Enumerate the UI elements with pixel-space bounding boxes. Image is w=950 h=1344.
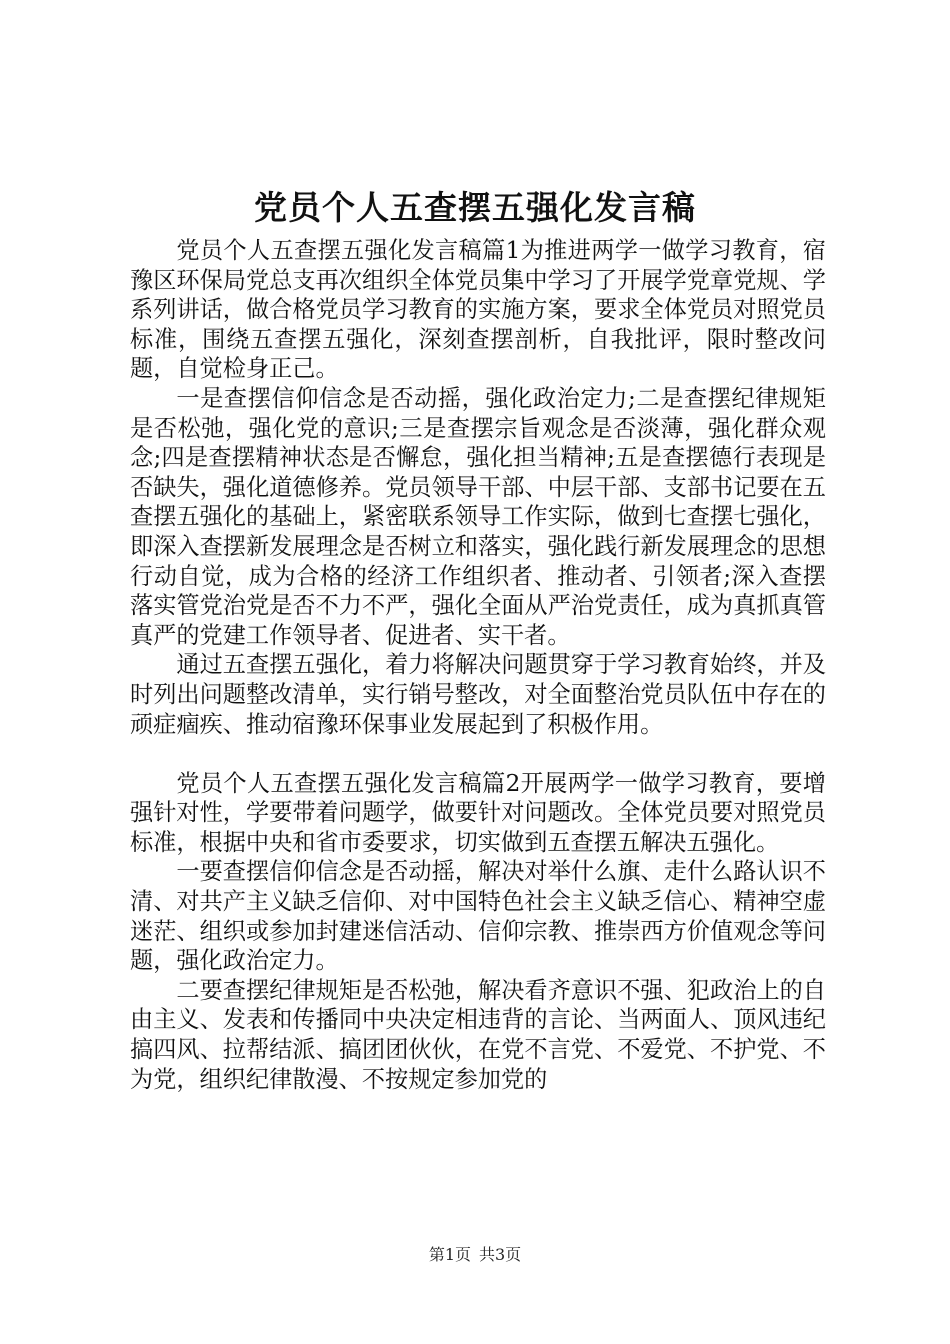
paragraph: 党员个人五查摆五强化发言稿篇1为推进两学一做学习教育，宿豫区环保局党总支再次组织全体党员集中学习了开展学党章党规、学系列讲话，做合格党员学习教育的实施方案，要求全体党员对照党员标准，围绕五查摆五强化，深刻查摆剖析，自我批评，限时整改问题，自觉检身正己。	[130, 237, 826, 383]
document-body	[130, 236, 826, 1094]
paragraph: 一要查摆信仰信念是否动摇，解决对举什么旗、走什么路认识不清、对共产主义缺乏信仰、对中国特色社会主义缺乏信心、精神空虚迷茫、组织或参加封建迷信活动、信仰宗教、推崇西方价值观念等问题，强化政治定力。	[130, 858, 826, 975]
document-title: 党员个人五查摆五强化发言稿	[254, 188, 696, 227]
page-number: 第1页	[428, 1245, 471, 1264]
paragraph-spacer	[130, 739, 826, 769]
paragraph: 一是查摆信仰信念是否动摇，强化政治定力;二是查摆纪律规矩是否松弛，强化党的意识;三是查摆宗旨观念是否淡薄，强化群众观念;四是查摆精神状态是否懈怠，强化担当精神;五是查摆德行表现是否缺失，强化道德修养。党员领导干部、中层干部、支部书记要在五查摆五强化的基础上，紧密联系领导工作实际，做到七查摆七强化，即深入查摆新发展理念是否树立和落实，强化践行新发展理念的思想行动自觉，成为合格的经济工作组织者、推动者、引领者;深入查摆落实管党治党是否不力不严，强化全面从严治党责任，成为真抓真管真严的党建工作领导者、促进者、实干者。	[130, 384, 826, 649]
paragraph: 党员个人五查摆五强化发言稿篇2开展两学一做学习教育，要增强针对性，学要带着问题学，做要针对问题改。全体党员要对照党员标准，根据中央和省市委要求，切实做到五查摆五解决五强化。	[130, 769, 826, 856]
page-total: 共3页	[479, 1245, 522, 1264]
page-footer	[0, 1244, 950, 1266]
paragraph: 通过五查摆五强化，着力将解决问题贯穿于学习教育始终，并及时列出问题整改清单，实行销号整改，对全面整治党员队伍中存在的顽症痼疾、推动宿豫环保事业发展起到了积极作用。	[130, 651, 826, 738]
paragraph: 二要查摆纪律规矩是否松弛，解决看齐意识不强、犯政治上的自由主义、发表和传播同中央决定相违背的言论、当两面人、顶风违纪搞四风、拉帮结派、搞团团伙伙，在党不言党、不爱党、不护党、不为党，组织纪律散漫、不按规定参加党的	[130, 976, 826, 1093]
